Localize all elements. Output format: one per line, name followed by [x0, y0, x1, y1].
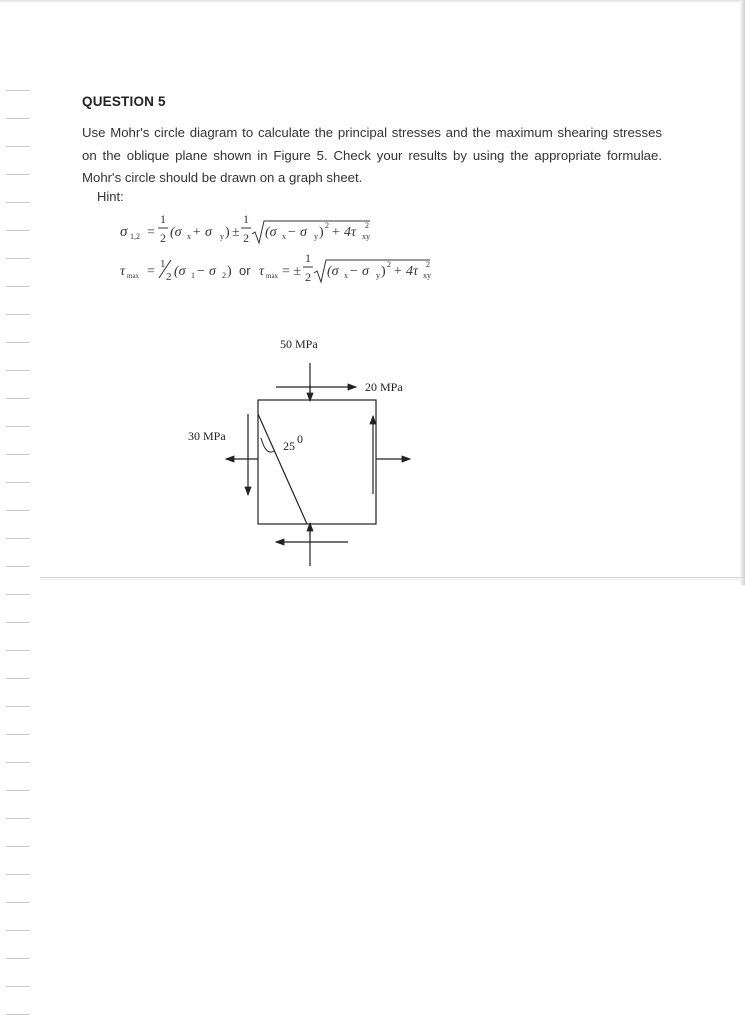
f2-eq: = [147, 264, 155, 279]
f1-rad-sub-y: y [314, 232, 318, 241]
f2-sub-1: 1 [191, 271, 195, 280]
f2-minus2: − σ [349, 264, 369, 279]
f1-close: ) [225, 225, 230, 240]
f2-sub-xy: xy [423, 271, 431, 280]
question-title: QUESTION 5 [82, 94, 166, 109]
stress-element [258, 400, 376, 524]
f1-lhs: σ [120, 224, 128, 240]
label-right-stress: 20 MPa [365, 380, 403, 394]
stress-element-figure [160, 330, 430, 580]
scan-right-shadow [740, 0, 745, 585]
label-left-stress: 30 MPa [188, 429, 226, 443]
f2-frac-den: 2 [305, 270, 311, 284]
f2-rad-close: ) [381, 264, 386, 279]
f2-term: (σ [174, 264, 186, 279]
label-top-stress: 50 MPa [280, 337, 318, 351]
f1-eq: = [147, 225, 155, 240]
f1-plus4: + 4τ [331, 225, 356, 240]
oblique-plane [258, 414, 307, 524]
f1-pm: ± [232, 225, 240, 240]
f2-half-den: 2 [166, 271, 172, 283]
f2-sub-2: 2 [222, 271, 226, 280]
f2-or: or [239, 263, 251, 278]
f1-minus: − σ [287, 225, 307, 240]
f1-frac-den: 2 [160, 231, 166, 245]
f2-eq2: = ± [282, 264, 302, 279]
f2-rad-sub-y: y [376, 271, 380, 280]
f1-rad-close: ) [319, 225, 324, 240]
f1-rad-body: (σ [265, 225, 277, 240]
max-shear-formula [118, 251, 438, 296]
f2-sq2: 2 [426, 260, 430, 269]
f1-sq2: 2 [365, 221, 369, 230]
f1-frac2-den: 2 [243, 231, 249, 245]
notebook-margin [0, 0, 38, 1024]
f1-sq: 2 [325, 221, 329, 230]
f2-close: ) [227, 264, 232, 279]
f2-minus: − σ [196, 264, 216, 279]
f1-frac2-num: 1 [243, 212, 249, 226]
f2-half-num: 1 [160, 258, 166, 270]
f1-sub-xy: xy [362, 232, 370, 241]
f2-plus4: + 4τ [393, 264, 418, 279]
f2-frac-num: 1 [305, 251, 311, 265]
f2-lhs-sub: max [127, 272, 140, 280]
f1-lhs-sub: 1,2 [130, 232, 140, 241]
angle-unit: 0 [297, 432, 303, 446]
f1-frac-num: 1 [160, 212, 166, 226]
f1-term1: (σ [170, 225, 182, 240]
f2-lhs: τ [120, 264, 126, 279]
f1-plus: + σ [192, 225, 212, 240]
f2-rad-sub-x: x [344, 271, 348, 280]
f2-lhs2: τ [259, 264, 265, 279]
f2-lhs2-sub: max [266, 272, 279, 280]
f1-rad-sub-x: x [282, 232, 286, 241]
angle-label: 25 [283, 439, 295, 453]
question-body: Use Mohr's circle diagram to calculate the principal stresses and the maximum shearing stresses on the oblique plane shown in Figure 5. Check your results by using the appropriate formulae. Mohr's circle should be drawn on a graph sheet. [82, 125, 662, 185]
scan-top-edge [0, 0, 745, 3]
principal-stress-formula [118, 210, 378, 257]
hint-label: Hint: [97, 189, 124, 204]
f2-sq: 2 [387, 260, 391, 269]
f1-sub-x: x [187, 232, 191, 241]
f2-rad-body: (σ [327, 264, 339, 279]
f1-sub-y: y [220, 232, 224, 241]
